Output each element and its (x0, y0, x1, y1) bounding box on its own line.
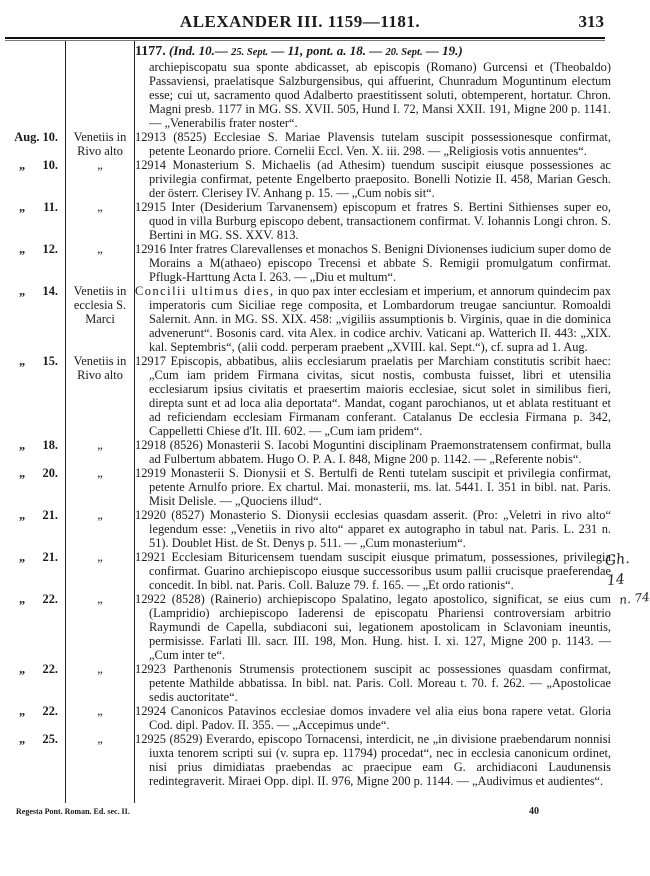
signature-mark: Regesta Pont. Roman. Ed. sec. II. (16, 807, 130, 816)
entry-alt-number: (8529) (169, 732, 203, 746)
entry-summary: in quo pax inter ecclesiam et imperium, et annorum quindecim pax imperatoris cum Siciliae rege composita, et Lombardorum treugae sanciuntur. Romoaldi Salernit. Ann. in MG. SS. XIX. 458: „vigiliis assumptionis b. Virginis, quae in die dominica advenerunt“. Bosonis card. vita Alex. in codice archiv. Vaticani ap. Watterich II. 443: „XIX. kal. Septembris“, (alii codd. perperam praebent „XVIII. kal. Sept.“), cf. supra ad 1. Aug. (149, 284, 611, 354)
entry-date (0, 200, 64, 242)
ditto-mark: „ (19, 662, 26, 676)
ditto-mark: „ (19, 438, 26, 452)
entry-date (0, 592, 64, 662)
entry-day: 22. (42, 704, 58, 718)
margin-note-line2: n. 74 (618, 589, 650, 608)
entry-summary: Inter (Desiderium Tarvanensem) episcopum et fratres S. Bertini Sithienses super eo, quod in villa Burburg episcopo debent, transactionem confirmat. V. Iohannis Longi chron. S. Bertini in MG. SS. XXV. 813. (149, 200, 611, 242)
ditto-mark: „ (19, 158, 26, 172)
entry-date (0, 704, 64, 732)
entry-summary: Ecclesiam Bituricensem tuendam suscipit eiusque primatum, possessiones, privilegia confirmat. Guarino archiepiscopo eiusque successoribus usum pallii crucisque praeferendae concedit. In bibl. nat. Paris. Coll. Baluze 79. f. 165. — „Et ordo rationis“. (149, 550, 611, 592)
entry-day: 10. (42, 158, 58, 172)
entry-place: Venetiis in Rivo alto (73, 354, 127, 382)
entry-day: 21. (42, 550, 58, 564)
entry-text (135, 354, 611, 438)
entry-place: „ (97, 200, 103, 214)
entry-row (0, 284, 650, 354)
ditto-mark: „ (19, 354, 26, 368)
entry-date (0, 550, 64, 592)
entry-row (0, 550, 650, 592)
entry-summary: Episcopis, abbatibus, aliis ecclesiarum praelatis per Marchiam constitutis scribit haec: „Cum iam pridem Firmana civitas, sicut nostis, combusta fuisset, libri et utensilia ecclesiarum ipsius civitatis et praesertim maioris ecclesiae, sicut solet in similibus fieri, direpta sunt et ad loca alia deportata“. Mandat, cogant parochianos, ut et ablata restituant et ad reficiendam ecclesiam Firmanam conferant. Catalanus De ecclesia Firmana p. 342, Cappelletti Chiese d'It. III. 602. — „Cum iam pridem“. (149, 354, 611, 438)
entry-number: 12920 (135, 508, 166, 522)
entry-lead: Concilii ultimus dies, (135, 284, 275, 298)
entry-place: „ (97, 550, 103, 564)
entry-number: 12918 (135, 438, 166, 452)
entry-text (135, 200, 611, 242)
entry-place: „ (97, 438, 103, 452)
entry-alt-number: (8525) (173, 130, 207, 144)
entry-date (0, 130, 64, 158)
entry-number: 12913 (135, 130, 166, 144)
entry-text (135, 508, 611, 550)
entry-text (135, 242, 611, 284)
handwritten-margin-note (604, 547, 650, 611)
entry-alt-number: (8526) (169, 438, 203, 452)
entry-summary: Inter fratres Clarevallenses et monachos S. Benigni Divionenses iudicium super domo de Morains a M(athaeo) episcopo Trecensi et abbate S. Remigii promulgatum confirmat. Pflugk-Harttung Acta I. 263. — „Diu et multum“. (149, 242, 611, 284)
entry-text (135, 284, 611, 354)
entry-row (0, 438, 650, 466)
year-heading-row (0, 44, 650, 60)
entry-row (0, 508, 650, 550)
entry-row (0, 242, 650, 284)
entry-text (135, 130, 611, 158)
header-rule (5, 37, 605, 39)
entry-summary: Canonicos Patavinos ecclesiae domos invadere vel alia eius bona rapere vetat. Gloria Cod. dipl. Padov. II. 355. — „Accepimus unde“. (149, 704, 611, 732)
regesta-entries (0, 44, 650, 788)
entry-summary: Monasterii S. Iacobi Moguntini disciplinam Praemonstratensem confirmat, bulla ad Fulbertum abbatem. Hugo O. P. A. I. 848, Migne 200 p. 1142. — „Referente nobis“. (149, 438, 611, 466)
ditto-mark: „ (19, 704, 26, 718)
entry-number: 12921 (135, 550, 166, 564)
ditto-mark: „ (19, 284, 26, 298)
entry-number: 12916 (135, 242, 166, 256)
entry-place: „ (97, 158, 103, 172)
entry-day: 11. (43, 200, 58, 214)
entry-date (0, 438, 64, 466)
entry-number: 12925 (135, 732, 166, 746)
ditto-mark: „ (19, 732, 26, 746)
entry-summary: Monasterio S. Dionysii ecclesias quasdam asserit. (Pro: „Veletri in rivo alto“ legendum esse: „Venetiis in rivo alto“ apparet ex autographo in tabul nat. Paris. L. 231 n. 51). Doublet Hist. de St. Denys p. 511. — „Cum monasterium“. (149, 508, 611, 550)
entry-place: „ (97, 466, 103, 480)
ditto-mark: „ (19, 592, 26, 606)
entry-place: „ (97, 732, 103, 746)
entry-number: 12919 (135, 466, 166, 480)
entry-text (135, 662, 611, 704)
entry-alt-number: (8527) (171, 508, 205, 522)
entry-date (0, 242, 64, 284)
entry-number: 12924 (135, 704, 166, 718)
entry-place: „ (97, 242, 103, 256)
ditto-mark: „ (19, 466, 26, 480)
entry-day: 25. (42, 732, 58, 746)
entry-text (135, 592, 611, 662)
entry-place: Venetiis in Rivo alto (73, 130, 127, 158)
entry-number: 12923 (135, 662, 166, 676)
continuation-text: archiepiscopatu sua sponte abdicasset, ab episcopis (Romano) Gurcensi et (Theobaldo) Passaviensi, praelatisque Salzburgensibus, qui affuerint, Chunradum Moguntinum electum esse; cui ut, sacramento quod Adalberto praestitissent soluti, obtemperent, hortatur. Chron. Magni presb. 1177 in MG. SS. XVII. 505, Hund I. 72, Mansi XXII. 191, Migne 200 p. 1141. — „Venerabilis frater noster“. (149, 60, 611, 130)
entry-date (0, 508, 64, 550)
entry-number: 12922 (135, 592, 166, 606)
entry-text (135, 550, 611, 592)
entry-text (135, 158, 611, 200)
entry-text (135, 438, 611, 466)
entry-date (0, 662, 64, 704)
header-rule-thin (5, 40, 605, 41)
entry-number: 12915 (135, 200, 166, 214)
entry-summary: Parthenonis Strumensis protectionem suscipit ac possessiones quasdam confirmat, petente Mathilde abbatissa. In bibl. nat. Paris. Coll. Moreau t. 70. f. 262. — „Apostolicae sedis auctoritate“. (149, 662, 611, 704)
entry-number: 12917 (135, 354, 166, 368)
entry-day: 22. (42, 662, 58, 676)
entry-summary: Monasterium S. Michaelis (ad Athesim) tuendum suscipit eiusque possessiones ac privilegia confirmat, petente Engelberto praeposito. Bonelli Notizie II. 458, Marian Gesch. der österr. Clerisey IV. Anhang p. 15. — „Cum nobis sit“. (149, 158, 611, 200)
continuation-row (0, 60, 650, 130)
entry-row (0, 354, 650, 438)
sheet-number: 40 (529, 806, 539, 817)
entry-place: „ (97, 508, 103, 522)
running-head-title: ALEXANDER III. 1159—1181. (179, 12, 421, 31)
entry-summary: Everardo, episcopo Tornacensi, interdicit, ne „in divisione praebendarum nonnisi iuxta tenorem scripti sui (v. supra ep. 11794) procedat“, nec in ecclesia canonicum ordinet, nisi prius dimidiatas praebendas ac praecipue eam G. archidiaconi Laudunensis redintegraverit. Miraei Opp. dipl. II. 976, Migne 200 p. 1144. — „Audivimus et audientes“. (149, 732, 611, 788)
entry-date (0, 354, 64, 438)
entry-date (0, 284, 64, 354)
entry-summary: Monasterii S. Dionysii et S. Bertulfi de Renti tutelam suscipit et privilegia confirmat, petente Arnulfo priore. Ex chartul. Mai. monasterii, ms. lat. 5441. I. 351 in bibl. nat. Paris. Misit Delisle. — „Quociens illud“. (149, 466, 611, 508)
year-number: 1177. (135, 44, 166, 59)
entry-summary: (Rainerio) archiepiscopo Spalatino, legato apostolico, significat, se eius cum (Lampridio) archiepiscopo Iaderensi de episcopatu Phariensi controversiam arbitrio Raymundi de Capella, subdiaconi sui, legationem apostolicam in Sclavoniam ineuntis, permisisse. Farlati Ill. sacr. III. 198, Mon. Hung. hist. I. xi. 127, Migne 200 p. 1143. — „Cum inter te“. (149, 592, 612, 662)
entry-row (0, 732, 650, 788)
entry-day: 15. (42, 354, 58, 368)
entry-alt-number: (8528) (171, 592, 205, 606)
year-heading (135, 44, 597, 60)
entry-date (0, 466, 64, 508)
entry-day: 22. (42, 592, 58, 606)
entry-number: 12914 (135, 158, 166, 172)
entry-row (0, 662, 650, 704)
entry-day: 14. (42, 284, 58, 298)
entry-row (0, 130, 650, 158)
entry-row (0, 158, 650, 200)
page-number: 313 (578, 12, 604, 31)
entry-date (0, 732, 64, 788)
ditto-mark: „ (19, 200, 26, 214)
ditto-mark: „ (19, 508, 26, 522)
entry-place: „ (97, 592, 103, 606)
entry-row (0, 466, 650, 508)
ditto-mark: „ (19, 242, 26, 256)
year-details: (Ind. 10.— 25. Sept. — 11, pont. a. 18. — 20. Sept. — 19.) (168, 43, 463, 58)
running-head (0, 12, 604, 32)
entry-row (0, 592, 650, 662)
entry-day: 12. (42, 242, 58, 256)
entry-place: Venetiis in ecclesia S. Marci (73, 284, 127, 326)
entry-place: „ (97, 662, 103, 676)
entry-day: 18. (42, 438, 58, 452)
entry-day: 20. (42, 466, 58, 480)
ditto-mark: „ (19, 550, 26, 564)
entry-day: 21. (42, 508, 58, 522)
entry-date (0, 158, 64, 200)
margin-note-line1: Gh. 14 (604, 550, 631, 590)
entry-summary: Ecclesiae S. Mariae Plavensis tutelam suscipit possessionesque confirmat, petente Leonardo priore. Cornelii Eccl. Ven. X. iii. 298. — „Religiosis votis annuentes“. (149, 130, 611, 158)
entry-place: „ (97, 704, 103, 718)
entry-text (135, 732, 611, 788)
entry-row (0, 704, 650, 732)
entry-day: Aug. 10. (14, 130, 58, 144)
entry-text (135, 704, 611, 732)
entry-text (135, 466, 611, 508)
entry-row (0, 200, 650, 242)
